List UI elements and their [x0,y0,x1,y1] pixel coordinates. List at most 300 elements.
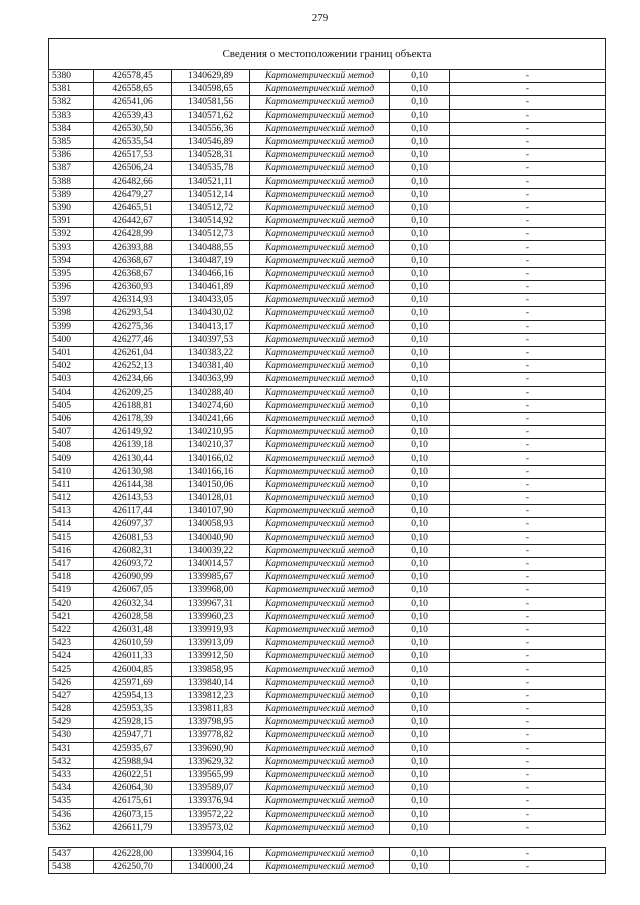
point-number-cell: 5432 [49,755,94,768]
coord-x-cell: 426368,67 [94,267,172,280]
description-cell: - [450,149,606,162]
point-number-cell: 5417 [49,557,94,570]
method-cell: Картометрический метод [250,439,390,452]
point-number-cell: 5423 [49,637,94,650]
accuracy-cell: 0,10 [390,782,450,795]
coord-x-cell: 425935,67 [94,742,172,755]
coord-x-cell: 426004,85 [94,663,172,676]
description-cell: - [450,821,606,834]
accuracy-cell: 0,10 [390,795,450,808]
accuracy-cell: 0,10 [390,426,450,439]
table-row [49,821,606,834]
point-number-cell: 5411 [49,478,94,491]
accuracy-cell: 0,10 [390,584,450,597]
description-cell: - [450,729,606,742]
coord-y-cell: 1340521,11 [172,175,250,188]
coord-x-cell: 426482,66 [94,175,172,188]
table-row [49,742,606,755]
method-cell: Картометрический метод [250,360,390,373]
table-row [49,320,606,333]
table-row [49,676,606,689]
description-cell: - [450,175,606,188]
table-row [49,162,606,175]
table-title: Сведения о местоположении границ объекта [49,39,606,70]
accuracy-cell: 0,10 [390,149,450,162]
description-cell: - [450,610,606,623]
description-cell: - [450,716,606,729]
point-number-cell: 5380 [49,70,94,83]
description-cell: - [450,571,606,584]
coord-y-cell: 1340512,72 [172,201,250,214]
description-cell: - [450,597,606,610]
method-cell: Картометрический метод [250,135,390,148]
method-cell: Картометрический метод [250,412,390,425]
coord-x-cell: 426143,53 [94,492,172,505]
table-gap-cell [49,834,606,847]
accuracy-cell: 0,10 [390,254,450,267]
coord-y-cell: 1340210,37 [172,439,250,452]
method-cell: Картометрический метод [250,452,390,465]
point-number-cell: 5394 [49,254,94,267]
table-row [49,637,606,650]
coord-x-cell: 426031,48 [94,623,172,636]
method-cell: Картометрический метод [250,716,390,729]
table-row [49,109,606,122]
coord-y-cell: 1340571,62 [172,109,250,122]
accuracy-cell: 0,10 [390,663,450,676]
coord-y-cell: 1339798,95 [172,716,250,729]
description-cell: - [450,228,606,241]
coord-y-cell: 1339565,99 [172,768,250,781]
table-row [49,729,606,742]
table-row [49,716,606,729]
method-cell: Картометрический метод [250,320,390,333]
description-cell: - [450,426,606,439]
description-cell: - [450,254,606,267]
point-number-cell: 5395 [49,267,94,280]
method-cell: Картометрический метод [250,505,390,518]
method-cell: Картометрический метод [250,571,390,584]
accuracy-cell: 0,10 [390,162,450,175]
table-row [49,149,606,162]
table-row [49,452,606,465]
method-cell: Картометрический метод [250,333,390,346]
coord-y-cell: 1339904,16 [172,847,250,860]
point-number-cell: 5399 [49,320,94,333]
point-number-cell: 5406 [49,412,94,425]
accuracy-cell: 0,10 [390,676,450,689]
coord-y-cell: 1339811,83 [172,703,250,716]
coord-x-cell: 426261,04 [94,346,172,359]
coord-y-cell: 1339960,23 [172,610,250,623]
coord-x-cell: 426578,45 [94,70,172,83]
point-number-cell: 5418 [49,571,94,584]
description-cell: - [450,782,606,795]
method-cell: Картометрический метод [250,228,390,241]
accuracy-cell: 0,10 [390,518,450,531]
accuracy-cell: 0,10 [390,492,450,505]
accuracy-cell: 0,10 [390,610,450,623]
method-cell: Картометрический метод [250,149,390,162]
coord-x-cell: 426032,34 [94,597,172,610]
coord-x-cell: 426178,39 [94,412,172,425]
point-number-cell: 5435 [49,795,94,808]
coord-y-cell: 1340461,89 [172,281,250,294]
description-cell: - [450,294,606,307]
coord-y-cell: 1340000,24 [172,861,250,874]
coord-x-cell: 426465,51 [94,201,172,214]
coord-y-cell: 1339912,50 [172,650,250,663]
description-cell: - [450,623,606,636]
accuracy-cell: 0,10 [390,135,450,148]
table-row [49,478,606,491]
point-number-cell: 5403 [49,373,94,386]
description-cell: - [450,505,606,518]
point-number-cell: 5383 [49,109,94,122]
point-number-cell: 5428 [49,703,94,716]
accuracy-cell: 0,10 [390,755,450,768]
method-cell: Картометрический метод [250,241,390,254]
table-row [49,492,606,505]
coord-x-cell: 426097,37 [94,518,172,531]
method-cell: Картометрический метод [250,610,390,623]
table-row [49,188,606,201]
point-number-cell: 5436 [49,808,94,821]
method-cell: Картометрический метод [250,768,390,781]
coord-x-cell: 425971,69 [94,676,172,689]
coord-x-cell: 426149,92 [94,426,172,439]
coord-y-cell: 1340039,22 [172,544,250,557]
method-cell: Картометрический метод [250,70,390,83]
accuracy-cell: 0,10 [390,650,450,663]
table-row [49,689,606,702]
coord-y-cell: 1340556,36 [172,122,250,135]
coord-y-cell: 1339376,94 [172,795,250,808]
coord-x-cell: 426228,00 [94,847,172,860]
description-cell: - [450,188,606,201]
description-cell: - [450,861,606,874]
point-number-cell: 5434 [49,782,94,795]
coord-y-cell: 1339690,90 [172,742,250,755]
point-number-cell: 5426 [49,676,94,689]
point-number-cell: 5437 [49,847,94,860]
point-number-cell: 5430 [49,729,94,742]
coord-x-cell: 426010,59 [94,637,172,650]
point-number-cell: 5431 [49,742,94,755]
accuracy-cell: 0,10 [390,109,450,122]
coord-y-cell: 1339913,09 [172,637,250,650]
coord-x-cell: 426093,72 [94,557,172,570]
method-cell: Картометрический метод [250,808,390,821]
accuracy-cell: 0,10 [390,122,450,135]
coord-y-cell: 1340466,16 [172,267,250,280]
accuracy-cell: 0,10 [390,531,450,544]
accuracy-cell: 0,10 [390,83,450,96]
point-number-cell: 5385 [49,135,94,148]
accuracy-cell: 0,10 [390,228,450,241]
description-cell: - [450,109,606,122]
coord-y-cell: 1340546,89 [172,135,250,148]
accuracy-cell: 0,10 [390,716,450,729]
table-row [49,571,606,584]
method-cell: Картометрический метод [250,281,390,294]
method-cell: Картометрический метод [250,861,390,874]
coord-x-cell: 426442,67 [94,215,172,228]
method-cell: Картометрический метод [250,492,390,505]
coord-x-cell: 426252,13 [94,360,172,373]
method-cell: Картометрический метод [250,531,390,544]
coord-x-cell: 426368,67 [94,254,172,267]
table-row [49,584,606,597]
coord-x-cell: 426117,44 [94,505,172,518]
method-cell: Картометрический метод [250,267,390,280]
table-row [49,465,606,478]
table-row [49,703,606,716]
table-row [49,663,606,676]
method-cell: Картометрический метод [250,742,390,755]
coord-y-cell: 1340629,89 [172,70,250,83]
coord-y-cell: 1340040,90 [172,531,250,544]
description-cell: - [450,478,606,491]
description-cell: - [450,492,606,505]
table-row [49,426,606,439]
point-number-cell: 5407 [49,426,94,439]
point-number-cell: 5408 [49,439,94,452]
accuracy-cell: 0,10 [390,267,450,280]
table-gap-row [49,834,606,847]
method-cell: Картометрический метод [250,584,390,597]
table-row [49,386,606,399]
description-cell: - [450,96,606,109]
method-cell: Картометрический метод [250,703,390,716]
coord-x-cell: 425953,35 [94,703,172,716]
table-row [49,505,606,518]
point-number-cell: 5405 [49,399,94,412]
accuracy-cell: 0,10 [390,623,450,636]
point-number-cell: 5390 [49,201,94,214]
table-row [49,412,606,425]
description-cell: - [450,689,606,702]
description-cell: - [450,281,606,294]
coord-x-cell: 425947,71 [94,729,172,742]
description-cell: - [450,399,606,412]
accuracy-cell: 0,10 [390,188,450,201]
table-row [49,373,606,386]
point-number-cell: 5397 [49,294,94,307]
accuracy-cell: 0,10 [390,281,450,294]
page-number: 279 [311,12,329,24]
method-cell: Картометрический метод [250,294,390,307]
coord-y-cell: 1340598,65 [172,83,250,96]
point-number-cell: 5382 [49,96,94,109]
coord-x-cell: 426314,93 [94,294,172,307]
point-number-cell: 5393 [49,241,94,254]
description-cell: - [450,637,606,650]
table-row [49,346,606,359]
coord-y-cell: 1340166,16 [172,465,250,478]
accuracy-cell: 0,10 [390,768,450,781]
table-row [49,281,606,294]
coord-y-cell: 1340058,93 [172,518,250,531]
point-number-cell: 5415 [49,531,94,544]
description-cell: - [450,267,606,280]
coord-y-cell: 1340512,73 [172,228,250,241]
accuracy-cell: 0,10 [390,439,450,452]
description-cell: - [450,452,606,465]
method-cell: Картометрический метод [250,597,390,610]
coord-x-cell: 426234,66 [94,373,172,386]
coord-y-cell: 1339919,93 [172,623,250,636]
method-cell: Картометрический метод [250,386,390,399]
description-cell: - [450,412,606,425]
method-cell: Картометрический метод [250,201,390,214]
accuracy-cell: 0,10 [390,175,450,188]
coord-y-cell: 1340166,02 [172,452,250,465]
table-row [49,241,606,254]
accuracy-cell: 0,10 [390,544,450,557]
coord-y-cell: 1340514,92 [172,215,250,228]
description-cell: - [450,122,606,135]
method-cell: Картометрический метод [250,175,390,188]
coord-x-cell: 426082,31 [94,544,172,557]
accuracy-cell: 0,10 [390,70,450,83]
point-number-cell: 5414 [49,518,94,531]
point-number-cell: 5396 [49,281,94,294]
coord-y-cell: 1340014,57 [172,557,250,570]
method-cell: Картометрический метод [250,663,390,676]
table-row [49,122,606,135]
coord-y-cell: 1340487,19 [172,254,250,267]
coord-y-cell: 1339629,32 [172,755,250,768]
accuracy-cell: 0,10 [390,373,450,386]
table-row [49,228,606,241]
method-cell: Картометрический метод [250,782,390,795]
accuracy-cell: 0,10 [390,294,450,307]
point-number-cell: 5424 [49,650,94,663]
table-row [49,755,606,768]
table-row [49,360,606,373]
table-row [49,768,606,781]
table-header-row [49,39,606,70]
coord-x-cell: 426175,61 [94,795,172,808]
method-cell: Картометрический метод [250,254,390,267]
description-cell: - [450,201,606,214]
accuracy-cell: 0,10 [390,571,450,584]
table-row [49,597,606,610]
point-number-cell: 5402 [49,360,94,373]
coord-y-cell: 1340397,53 [172,333,250,346]
description-cell: - [450,333,606,346]
method-cell: Картометрический метод [250,518,390,531]
table-row [49,201,606,214]
accuracy-cell: 0,10 [390,689,450,702]
accuracy-cell: 0,10 [390,478,450,491]
coord-x-cell: 426067,05 [94,584,172,597]
point-number-cell: 5401 [49,346,94,359]
accuracy-cell: 0,10 [390,201,450,214]
table-row [49,531,606,544]
description-cell: - [450,373,606,386]
description-cell: - [450,320,606,333]
description-cell: - [450,241,606,254]
accuracy-cell: 0,10 [390,557,450,570]
table-row [49,557,606,570]
coord-x-cell: 426428,99 [94,228,172,241]
coord-x-cell: 426277,46 [94,333,172,346]
table-row [49,254,606,267]
coord-y-cell: 1340128,01 [172,492,250,505]
coord-y-cell: 1339572,22 [172,808,250,821]
table-row [49,215,606,228]
coord-y-cell: 1339968,00 [172,584,250,597]
method-cell: Картометрический метод [250,83,390,96]
description-cell: - [450,83,606,96]
method-cell: Картометрический метод [250,373,390,386]
accuracy-cell: 0,10 [390,399,450,412]
point-number-cell: 5420 [49,597,94,610]
coord-x-cell: 426130,98 [94,465,172,478]
coord-x-cell: 426558,65 [94,83,172,96]
description-cell: - [450,70,606,83]
point-number-cell: 5384 [49,122,94,135]
description-cell: - [450,663,606,676]
coord-y-cell: 1339589,07 [172,782,250,795]
coord-x-cell: 426541,06 [94,96,172,109]
table-row [49,96,606,109]
method-cell: Картометрический метод [250,478,390,491]
point-number-cell: 5389 [49,188,94,201]
description-cell: - [450,531,606,544]
point-number-cell: 5438 [49,861,94,874]
description-cell: - [450,518,606,531]
coord-x-cell: 426517,53 [94,149,172,162]
method-cell: Картометрический метод [250,399,390,412]
point-number-cell: 5433 [49,768,94,781]
accuracy-cell: 0,10 [390,808,450,821]
method-cell: Картометрический метод [250,821,390,834]
table-row [49,847,606,860]
coord-y-cell: 1340150,06 [172,478,250,491]
coord-y-cell: 1340210,95 [172,426,250,439]
accuracy-cell: 0,10 [390,241,450,254]
point-number-cell: 5422 [49,623,94,636]
table-row [49,795,606,808]
point-number-cell: 5398 [49,307,94,320]
accuracy-cell: 0,10 [390,703,450,716]
description-cell: - [450,360,606,373]
description-cell: - [450,386,606,399]
point-number-cell: 5427 [49,689,94,702]
coord-x-cell: 426090,99 [94,571,172,584]
coord-x-cell: 426064,30 [94,782,172,795]
coord-y-cell: 1340535,78 [172,162,250,175]
method-cell: Картометрический метод [250,795,390,808]
accuracy-cell: 0,10 [390,742,450,755]
accuracy-cell: 0,10 [390,847,450,860]
table-row [49,808,606,821]
point-number-cell: 5386 [49,149,94,162]
point-number-cell: 5381 [49,83,94,96]
coord-y-cell: 1340107,90 [172,505,250,518]
coord-y-cell: 1340363,99 [172,373,250,386]
coord-x-cell: 426188,81 [94,399,172,412]
coord-y-cell: 1339967,31 [172,597,250,610]
coord-x-cell: 426139,18 [94,439,172,452]
coord-x-cell: 426250,70 [94,861,172,874]
table-row [49,307,606,320]
coord-x-cell: 426209,25 [94,386,172,399]
method-cell: Картометрический метод [250,188,390,201]
